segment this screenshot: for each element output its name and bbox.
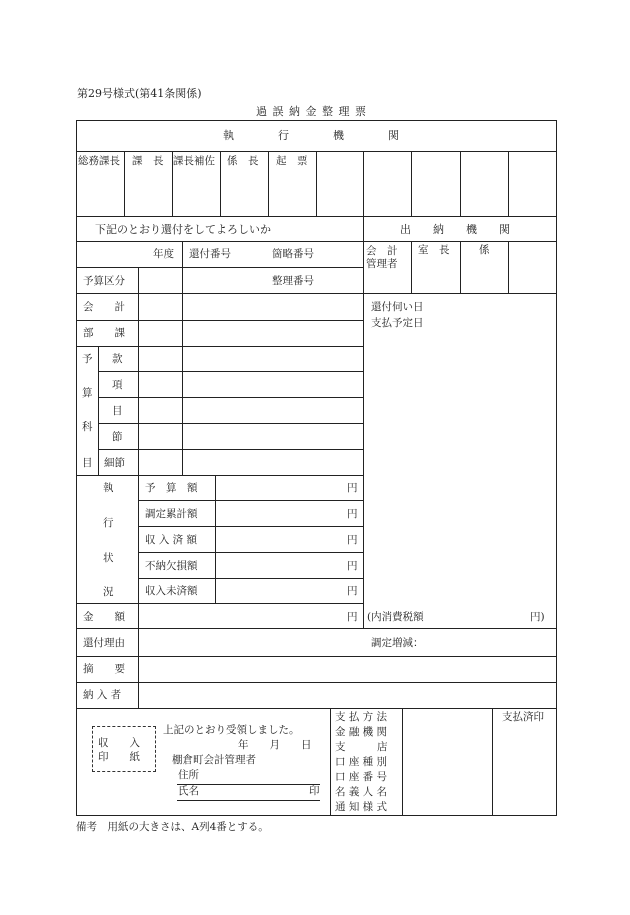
status-char-2: 行 <box>103 517 114 529</box>
consumption-tax-unit: 円) <box>530 611 545 623</box>
execution-agency-heading: 執 行 機 関 <box>223 129 399 142</box>
uncollectible-amount-unit: 円 <box>347 560 358 572</box>
payer-label: 納 入 者 <box>83 689 122 701</box>
consumption-tax-note: (内消費税額 <box>367 611 424 623</box>
budget-amount-unit: 円 <box>347 482 358 494</box>
seal-mark: 印 <box>309 785 320 797</box>
assessed-total-unit: 円 <box>347 508 358 520</box>
received-amount-label: 収 入 済 額 <box>145 534 198 546</box>
account-holder-label: 名 義 人 名 <box>335 786 388 798</box>
unreceived-amount-unit: 円 <box>347 585 358 597</box>
unreceived-amount-label: 収入未済額 <box>145 585 198 597</box>
refund-number-label: 還付番号 <box>189 248 231 260</box>
name-underline <box>177 800 320 801</box>
summary-label: 摘 要 <box>83 663 125 675</box>
adjustment-label: 調定増減： <box>371 637 424 649</box>
form-number: 第29号様式(第41条関係) <box>77 87 202 100</box>
notification-format-label: 通 知 様 式 <box>335 801 388 813</box>
financial-institution-label: 金 融 機 関 <box>335 726 388 738</box>
address-label: 住所 <box>178 769 199 781</box>
budget-items-char-3: 科 <box>82 421 93 433</box>
refund-reason-label: 還付理由 <box>83 637 125 649</box>
remarks: 備考 用紙の大きさは、A列4番とする。 <box>76 821 269 833</box>
request-text: 下記のとおり還付をしてよろしいか <box>95 223 271 236</box>
serial-number-label: 整理番号 <box>272 275 314 287</box>
payment-method-label: 支 払 方 法 <box>335 711 388 723</box>
amount-unit: 円 <box>347 611 358 623</box>
received-statement: 上記のとおり受領しました。 <box>163 724 300 736</box>
amount-label: 金 額 <box>83 611 125 623</box>
treasury-role-staff: 係 <box>479 244 490 256</box>
status-char-3: 状 <box>103 552 114 564</box>
status-char-4: 況 <box>103 586 114 598</box>
role-subsection-chief: 係 長 <box>227 155 259 167</box>
item-moku: 目 <box>112 405 123 417</box>
treasury-role-accountant: 会 計 管理者 <box>366 245 398 270</box>
revenue-stamp-label-2: 印 紙 <box>98 751 140 763</box>
budget-items-char-1: 予 <box>82 353 93 365</box>
refund-inquiry-date: 還付伺い日 <box>371 301 424 313</box>
fiscal-year-label: 年度 <box>153 248 174 260</box>
role-section-chief: 課 長 <box>132 155 164 167</box>
budget-items-char-2: 算 <box>82 387 93 399</box>
received-amount-unit: 円 <box>347 534 358 546</box>
item-kan: 款 <box>112 353 123 365</box>
account-type-label: 口 座 種 別 <box>335 756 388 768</box>
budget-amount-label: 予 算 額 <box>145 482 198 494</box>
account-number-label: 口 座 番 号 <box>335 771 388 783</box>
payment-scheduled-date: 支払予定日 <box>371 317 424 329</box>
budget-category-label: 予算区分 <box>83 275 125 287</box>
revenue-stamp-label-1: 収 入 <box>98 737 140 749</box>
paid-stamp-label: 支払済印 <box>502 711 544 723</box>
budget-items-char-4: 目 <box>82 457 93 469</box>
recipient-name: 棚倉町会計管理者 <box>172 754 256 766</box>
item-setsu: 節 <box>112 431 123 443</box>
short-number-label: 箇略番号 <box>272 248 314 260</box>
name-label: 氏名 <box>178 785 199 797</box>
branch-label: 支 店 <box>335 741 388 753</box>
account-label: 会 計 <box>83 301 125 313</box>
status-char-1: 執 <box>103 482 114 494</box>
uncollectible-amount-label: 不納欠損額 <box>145 560 198 572</box>
role-general-affairs-chief: 総務課長 <box>78 155 120 167</box>
department-label: 部 課 <box>83 327 125 339</box>
treasury-role-office-chief: 室 長 <box>418 244 450 256</box>
item-saisetsu: 細節 <box>104 457 125 469</box>
page-title: 過 誤 納 金 整 理 票 <box>256 105 367 118</box>
assessed-total-label: 調定累計額 <box>145 508 198 520</box>
revenue-stamp-box <box>92 726 156 772</box>
receipt-date: 年 月 日 <box>238 739 312 751</box>
role-drafter: 起 票 <box>276 155 308 167</box>
role-assistant-chief: 課長補佐 <box>173 155 215 167</box>
treasury-agency-heading: 出 納 機 関 <box>400 223 510 236</box>
item-kou: 項 <box>112 379 123 391</box>
